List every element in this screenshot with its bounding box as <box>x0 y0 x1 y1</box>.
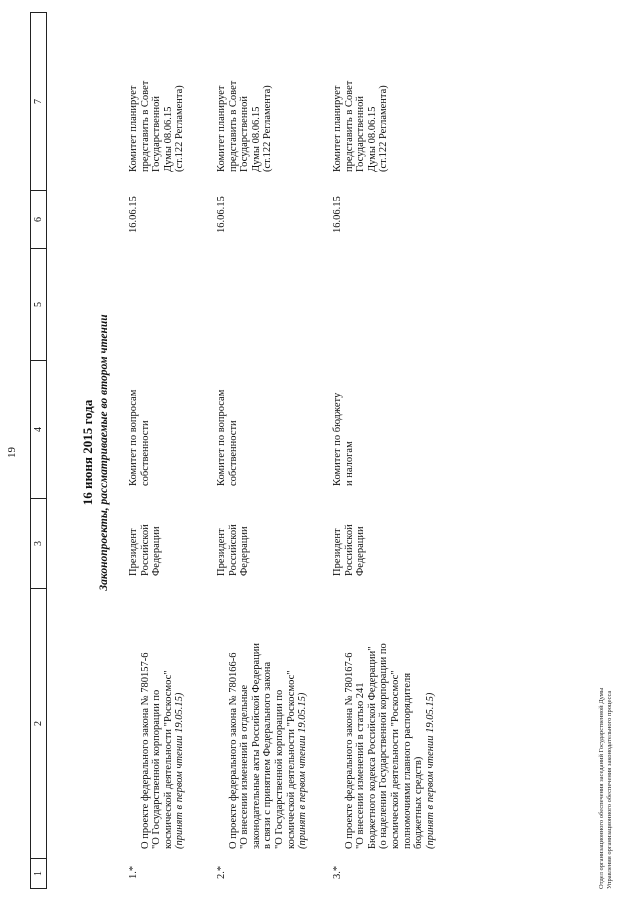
footer-line-2: Управления организационного обеспечения законодательного процесса <box>606 690 613 889</box>
bill-title: О проекте федерального закона № 780157-6 "О Государственной корпорации по космической деятельности "Роскосмос" <box>139 652 174 849</box>
committee: Комитет по вопросам собственности <box>216 389 239 486</box>
first-reading-note: (принят в первом чтении 19.05.15) <box>424 692 436 849</box>
column-number-3: 3 <box>31 499 47 589</box>
review-date: 16.06.15 <box>332 196 343 233</box>
footer <box>598 688 614 889</box>
column-header-table <box>30 12 47 889</box>
committee-plan: Комитет планирует представить в Совет Государственной Думы 08.06.15 (ст.122 Регламента) <box>216 80 274 172</box>
review-date: 16.06.15 <box>216 196 227 233</box>
first-reading-note: (принят в первом чтении 19.05.15) <box>297 692 309 849</box>
bill-description <box>332 579 448 849</box>
column-number-4: 4 <box>31 361 47 499</box>
row-number: 2.* <box>216 865 227 879</box>
column-number-1: 1 <box>31 859 47 889</box>
committee-plan: Комитет планирует представить в Совет Государственной Думы 08.06.15 (ст.122 Регламента) <box>128 80 186 172</box>
committee-plan: Комитет планирует представить в Совет Государственной Думы 08.06.15 (ст.122 Регламента) <box>332 80 390 172</box>
row-number: 3.* <box>332 865 343 879</box>
bill-description <box>216 579 320 849</box>
committee: Комитет по вопросам собственности <box>128 389 151 486</box>
initiator: Президент Российской Федерации <box>216 524 251 576</box>
initiator: Президент Российской Федерации <box>128 524 163 576</box>
row-number: 1.* <box>128 865 139 879</box>
bill-title: О проекте федерального закона № 780166-6 "О внесении изменений в отдельные законодательные акты Российской Федерации в связи с принятием Федерального закона "О Государственной корпорации по космической деятельности "Роскосмос" <box>227 642 297 849</box>
column-number-2: 2 <box>31 589 47 859</box>
review-date: 16.06.15 <box>128 196 139 233</box>
first-reading-note: (принят в первом чтении 19.05.15) <box>174 692 186 849</box>
footer-line-1: Отдел организационного обеспечения заседаний Государственной Думы <box>598 687 605 889</box>
column-number-7: 7 <box>31 13 47 191</box>
section-title: Законопроекты, рассматриваемые во втором чтении <box>98 314 110 591</box>
committee: Комитет по бюджету и налогам <box>332 392 355 486</box>
date-title: 16 июня 2015 года <box>80 399 95 506</box>
bill-description <box>128 579 198 849</box>
column-number-6: 6 <box>31 191 47 249</box>
initiator: Президент Российской Федерации <box>332 524 367 576</box>
bill-title: О проекте федерального закона № 780167-6 "О внесении изменений в статью 241 Бюджетного кодекса Российской Федерации" (о наделении Государственной корпорации по космической деятельности "Роскосмос" полномочиями главного распорядителя бюджетных средств) <box>343 643 425 849</box>
column-number-5: 5 <box>31 249 47 361</box>
page-number: 19 <box>6 447 18 458</box>
